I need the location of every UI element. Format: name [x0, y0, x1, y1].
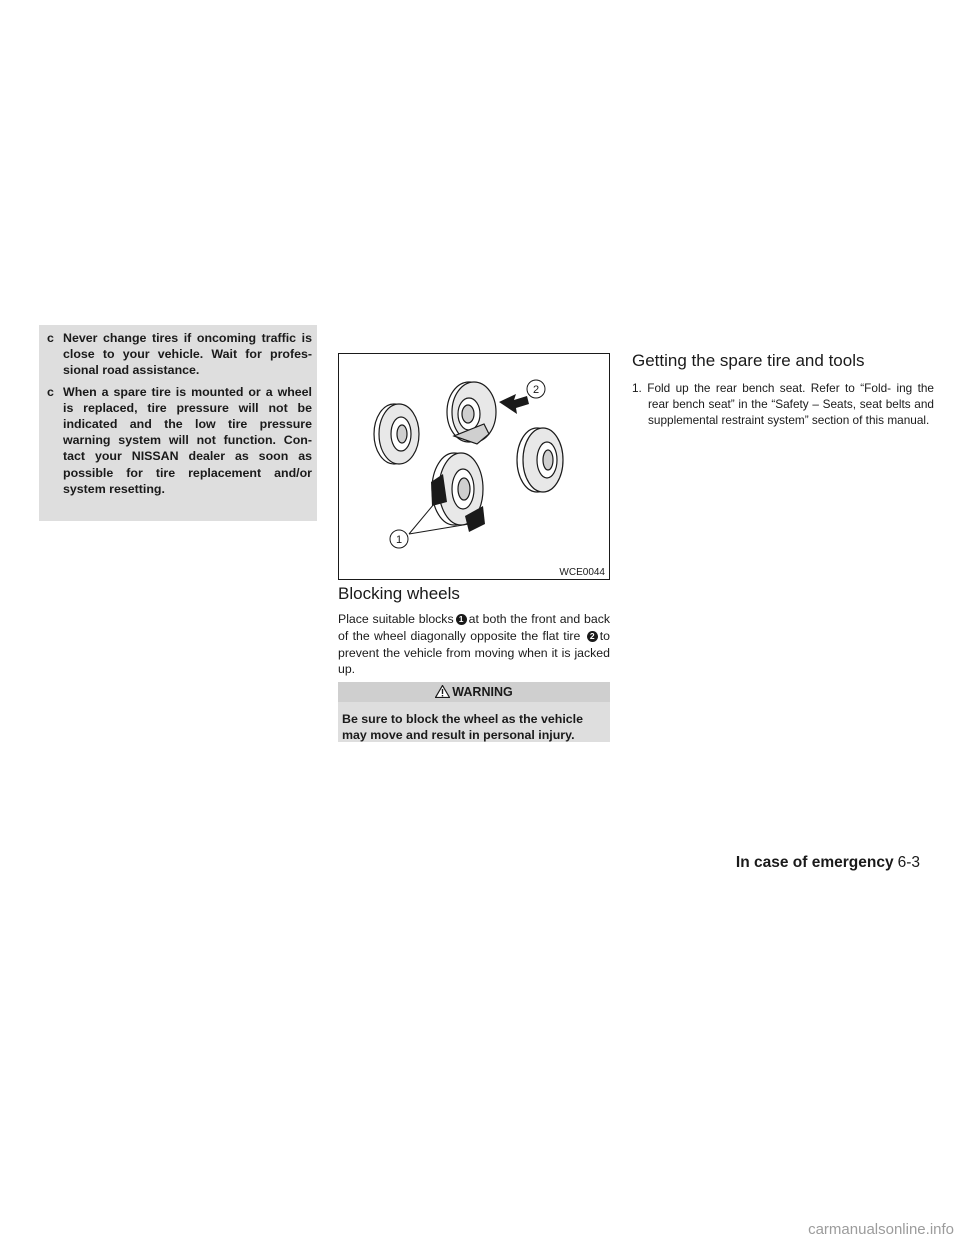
bullet-icon: c: [47, 384, 54, 399]
spare-step-1: 1. Fold up the rear bench seat. Refer to “Fold- ing the rear bench seat” in the “Safety – Seats, seat belts and supplemental restraint system” section of this manual.: [632, 381, 934, 427]
caution-item: [47, 384, 312, 497]
arrow-icon: [499, 394, 529, 414]
bullet-icon: c: [47, 331, 54, 345]
callout-1-icon: 1: [456, 614, 467, 625]
warning-title: WARNING: [452, 685, 513, 699]
caution-item: [47, 330, 312, 379]
caution-item-text: When a spare tire is mounted or a wheel is replaced, tire pressure will not be indicated and the low tire pressure warning system will not function. Con- tact your NISSAN dealer as soon as possible for tire replacement and/or system resetting.: [63, 384, 312, 496]
figure-callout-1: 1: [395, 534, 403, 546]
figure-callout-2: 2: [532, 384, 540, 396]
tire-flat: [447, 382, 496, 444]
page-footer: [736, 854, 920, 872]
caution-list: [39, 325, 317, 497]
tires-illustration: [339, 354, 609, 579]
blocking-paragraph: [338, 611, 610, 678]
warning-triangle-icon: [435, 685, 450, 698]
wheel-blocking-figure: [338, 353, 610, 580]
blocking-text-c: to prevent the vehicle from moving when it is jacked up.: [338, 628, 610, 677]
blocking-text-a: Place suitable blocks: [338, 612, 454, 626]
tire-right: [517, 428, 563, 492]
caution-item-text: Never change tires if oncoming traffic is close to your vehicle. Wait for profes- sional road assistance.: [63, 331, 312, 378]
warning-header: [338, 682, 610, 702]
spare-heading: Getting the spare tire and tools: [632, 351, 865, 370]
caution-box: [39, 325, 317, 521]
page-number: 6-3: [897, 854, 920, 871]
tire-left: [374, 404, 419, 464]
figure-code: WCE0044: [559, 567, 605, 578]
blocking-text-b: at both the front and back of the wheel diagonally opposite the flat tire: [338, 612, 610, 643]
warning-text: Be sure to block the wheel as the vehicle may move and result in personal injury.: [342, 712, 584, 743]
watermark: carmanualsonline.info: [808, 1221, 954, 1238]
blocking-heading: Blocking wheels: [338, 584, 460, 603]
footer-section-title: In case of emergency: [735, 854, 894, 871]
callout-2-icon: 2: [587, 631, 598, 642]
